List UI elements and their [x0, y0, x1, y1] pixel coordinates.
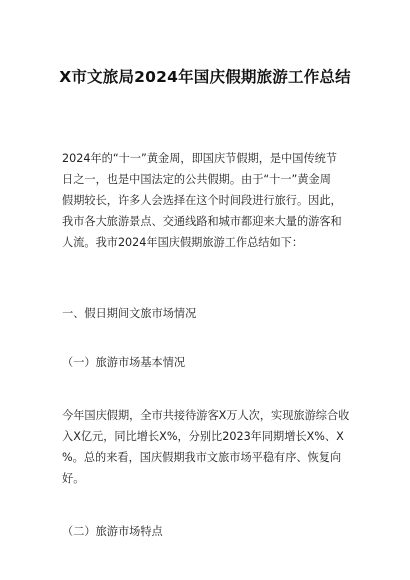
paragraph-line: 入X亿元，同比增长X%，分别比2023年同期增长X%、X	[62, 430, 344, 443]
paragraph-line: 2024年的“十一”黄金周，即国庆节假期，是中国传统节	[62, 152, 338, 165]
subsection-paragraph	[62, 405, 352, 489]
subsection-heading: （二）旅游市场特点	[62, 525, 163, 538]
paragraph-line: 好。	[62, 472, 85, 485]
paragraph-line: 假期较长，许多人会选择在这个时间段进行旅行。因此，	[62, 194, 342, 207]
paragraph-line: 人流。我市2024年国庆假期旅游工作总结如下：	[62, 236, 304, 249]
paragraph-line: 我市各大旅游景点、交通线路和城市都迎来大量的游客和	[62, 215, 342, 228]
document-title: X市文旅局2024年国庆假期旅游工作总结	[59, 68, 351, 86]
paragraph-line: %。总的来看，国庆假期我市文旅市场平稳有序、恢复向	[62, 451, 342, 464]
paragraph-line: 日之一，也是中国法定的公共假期。由于“十一”黄金周	[62, 173, 331, 186]
intro-paragraph	[62, 148, 352, 253]
subsection-heading: （一）旅游市场基本情况	[62, 356, 186, 369]
section-heading: 一、假日期间文旅市场情况	[62, 307, 197, 320]
paragraph-line: 今年国庆假期，全市共接待游客X万人次，实现旅游综合收	[62, 409, 350, 422]
